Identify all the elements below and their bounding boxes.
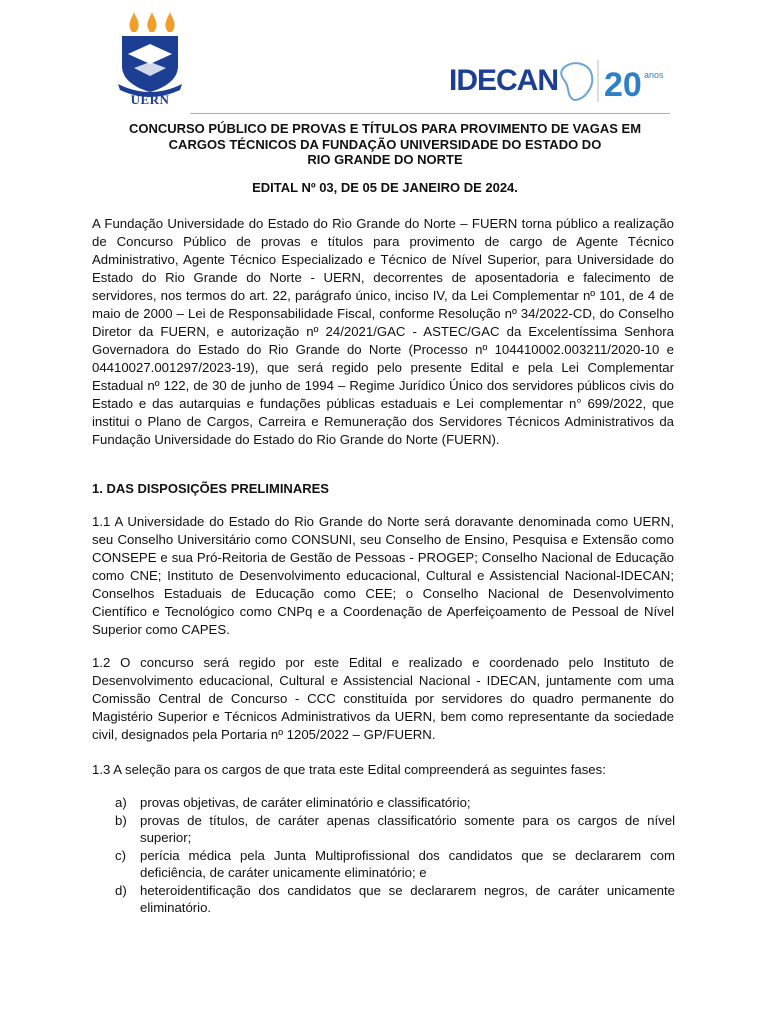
list-marker: a) bbox=[115, 795, 127, 810]
list-item bbox=[115, 882, 675, 917]
list-marker: b) bbox=[115, 812, 127, 828]
paragraph-1-1: 1.1 A Universidade do Estado do Rio Grande do Norte será doravante denominada como UERN, seu Conselho Universitário como CONSUNI, seu Conselho de Ensino, Pesquisa e Extensão como CONSEPE e sua Pró-Reitoria de Gestão de Pessoas - PROGEP; Conselho Nacional de Educação como CNE; Instituto de Desenvolvimento educacional, Cultural e Assistencial Nacional-IDECAN; Conselhos Estaduais de Educação como CEE; o Conselho Nacional de Desenvolvimento Científico e Tecnológico como CNPq e a Coordenação de Aperfeiçoamento de Pessoal de Nível Superior como CAPES. bbox=[92, 514, 674, 637]
paragraph-1-3: 1.3 A seleção para os cargos de que trata este Edital compreenderá as seguintes fases: bbox=[92, 762, 606, 777]
list-marker: c) bbox=[115, 847, 126, 863]
phases-list bbox=[115, 794, 675, 917]
list-item bbox=[115, 794, 675, 812]
list-item bbox=[115, 847, 675, 882]
list-item-text: heteroidentificação dos candidatos que se declararem negros, de caráter unicamente eliminatório. bbox=[140, 882, 675, 915]
list-item bbox=[115, 812, 675, 847]
edital-heading: EDITAL Nº 03, DE 05 DE JANEIRO DE 2024. bbox=[252, 180, 518, 195]
title-line: CARGOS TÉCNICOS DA FUNDAÇÃO UNIVERSIDADE DO ESTADO DO bbox=[168, 136, 602, 152]
idecan-label: IDECAN bbox=[449, 64, 559, 97]
title-line: CONCURSO PÚBLICO DE PROVAS E TÍTULOS PARA PROVIMENTO DE VAGAS EM bbox=[128, 121, 642, 136]
list-item-text: provas de títulos, de caráter apenas classificatório somente para os cargos de nível superior; bbox=[140, 812, 675, 845]
title-line: RIO GRANDE DO NORTE bbox=[307, 152, 463, 167]
document-title bbox=[90, 121, 680, 168]
list-item-text: provas objetivas, de caráter eliminatório e classificatório; bbox=[140, 795, 471, 810]
list-marker: d) bbox=[115, 882, 127, 898]
section-1-heading: 1. DAS DISPOSIÇÕES PRELIMINARES bbox=[92, 481, 329, 496]
anniversary-word: anos bbox=[644, 70, 664, 80]
header-divider bbox=[190, 113, 670, 114]
paragraph-1-2: 1.2 O concurso será regido por este Edital e realizado e coordenado pelo Instituto de Desenvolvimento educacional, Cultural e Assistencial Nacional - IDECAN, juntamente com uma Comissão Central de Concurso - CCC constituída por servidores do quadro permanente do Magistério Superior e Técnicos Administrativos da UERN, bem como representante da sociedade civil, designados pela Portaria nº 1205/2022 – GP/FUERN. bbox=[92, 655, 674, 742]
anniversary-number: 20 bbox=[604, 66, 642, 104]
intro-paragraph: A Fundação Universidade do Estado do Rio Grande do Norte – FUERN torna público a realização de Concurso Público de provas e títulos para provimento de cargo de Agente Técnico Administrativo, Agente Técnico Especializado e Técnico de Nível Superior, para Universidade do Estado do Rio Grande do Norte - UERN, decorrentes de aposentadoria e falecimento de servidores, nos termos do art. 22, parágrafo único, inciso IV, da Lei Complementar nº 101, de 4 de maio de 2000 – Lei de Responsabilidade Fiscal, conforme Resolução nº 34/2022-CD, do Conselho Diretor da FUERN, e autorização nº 24/2021/GAC - ASTEC/GAC da Excelentíssima Senhora Governadora do Estado do Rio Grande do Norte (Processo nº 104410002.003211/2020-10 e 04410027.001297/2023-19), que será regido pelo presente Edital e pela Lei Complementar Estadual nº 122, de 30 de junho de 1994 – Regime Jurídico Único dos servidores públicos civis do Estado e das autarquias e fundações públicas estaduais e Lei complementar n° 699/2022, que institui o Plano de Cargos, Carreira e Remuneração dos Servidores Técnicos Administrativos da Fundação Universidade do Estado do Rio Grande do Norte (FUERN). bbox=[92, 216, 674, 447]
uern-label: UERN bbox=[130, 92, 170, 107]
list-item-text: perícia médica pela Junta Multiprofissional dos candidatos que se declararem com deficiência, de caráter unicamente eliminatório; e bbox=[140, 847, 675, 880]
